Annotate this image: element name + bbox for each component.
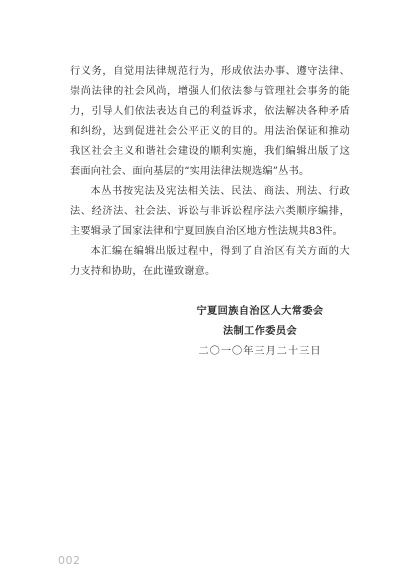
signature-org-line1: 宁夏回族自治区人大常委会	[196, 306, 324, 317]
paragraph-series-contents: 本丛书按宪法及宪法相关法、民法、商法、刑法、行政法、经济法、社会法、诉讼与非诉讼程序法六类顺序编排，主要辑录了国家法律和宁夏回族自治区地方性法规共83件。	[70, 186, 350, 237]
page-number: 002	[58, 554, 81, 567]
paragraph-continued: 行义务，自觉用法律规范行为，形成依法办事、遵守法律、崇尚法律的社会风尚，增强人们依法参与管理社会事务的能力，引导人们依法表达自己的利益诉求，依法解决各种矛盾和纠纷，达到促进社会公平正义的目的。用法治保证和推动我区社会主义和谐社会建设的顺利实施，我们编辑出版了这套面向社会、面向基层的“实用法律法规选编”丛书。	[70, 66, 350, 177]
paragraph-acknowledgement: 本汇编在编辑出版过程中，得到了自治区有关方面的大力支持和协助，在此谨致谢意。	[70, 246, 350, 277]
signature-date: 二〇一〇年三月二十三日	[198, 346, 322, 357]
signature-org-line2: 法制工作委员会	[222, 326, 298, 337]
signature-block	[180, 302, 340, 362]
preface-body	[70, 62, 350, 282]
